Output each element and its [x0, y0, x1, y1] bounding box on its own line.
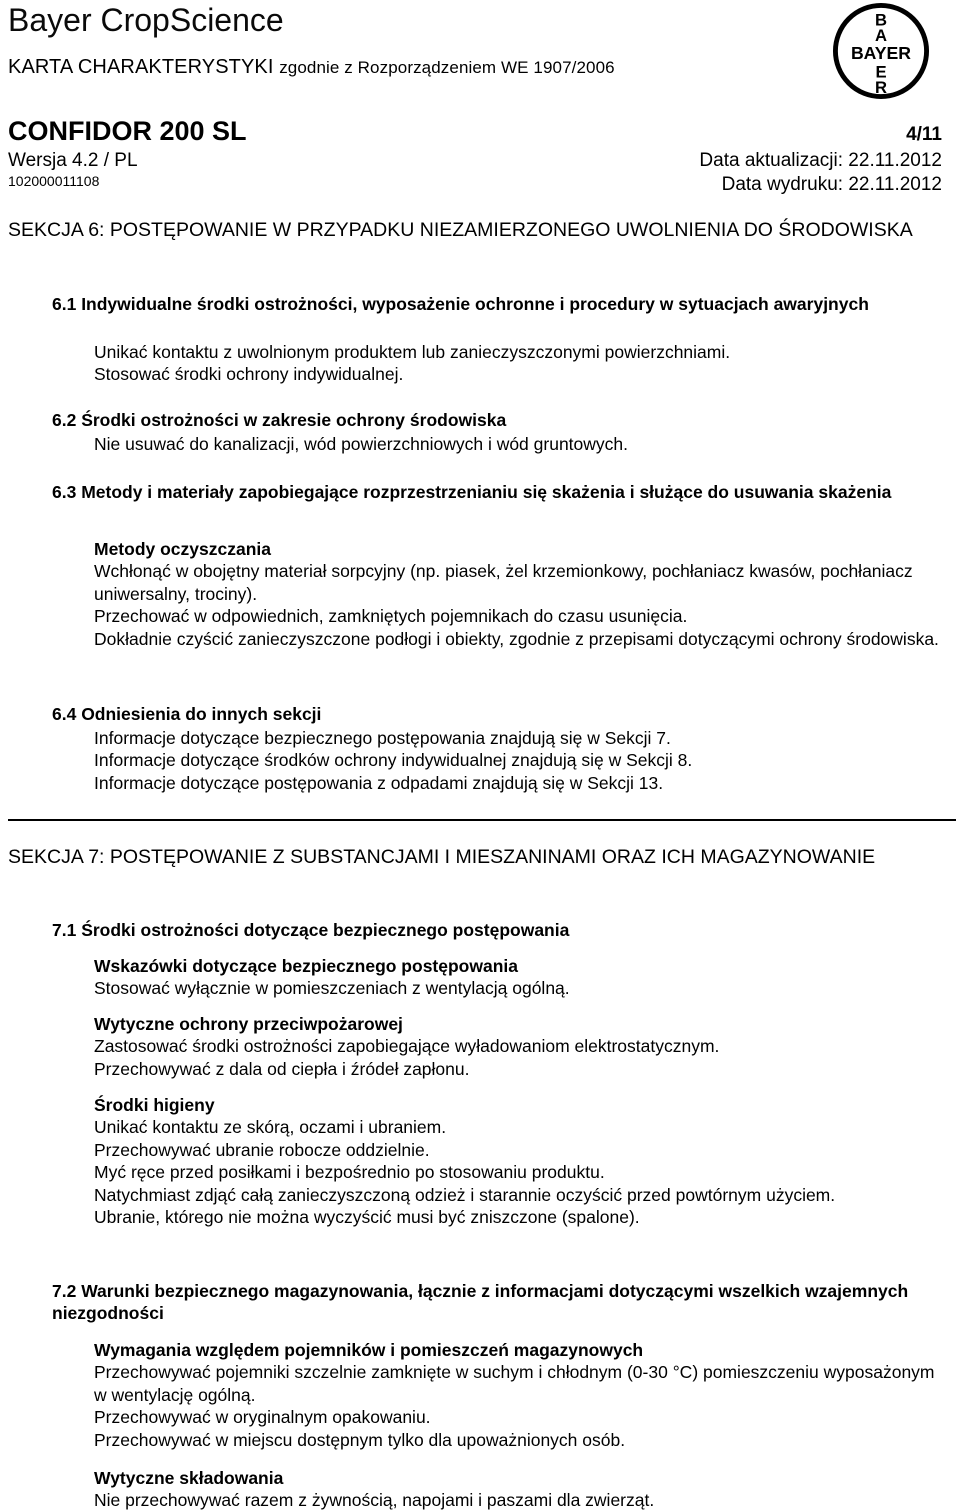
text-line: Dokładnie czyścić zanieczyszczone podłogi i obiekty, zgodnie z przepisami dotyczącymi ochrony środowiska. [94, 628, 939, 649]
text-line: Wchłonąć w obojętny materiał sorpcyjny (np. piasek, żel krzemionkowy, pochłaniacz kwasów, pochłaniacz uniwersalny, trociny). [94, 561, 913, 604]
section-6-2-title: 6.2 Środki ostrożności w zakresie ochrony środowiska [52, 410, 507, 430]
text-line: Przechowywać w oryginalnym opakowaniu. [94, 1407, 431, 1428]
section-7-2-storage-requirements [94, 1339, 944, 1451]
subheading: Wytyczne składowania [94, 1468, 284, 1488]
text-line: Zastosować środki ostrożności zapobiegające wyładowaniom elektrostatycznym. [94, 1036, 720, 1057]
logo-horizontal-bayer: BAYER [850, 42, 912, 63]
text-line: Informacje dotyczące środków ochrony indywidualnej znajdują się w Sekcji 8. [94, 750, 693, 771]
text-line: Nie przechowywać razem z żywnością, napojami i paszami dla zwierząt. [94, 1490, 655, 1511]
company-name: Bayer CropScience [8, 2, 284, 38]
product-name: CONFIDOR 200 SL [8, 116, 247, 146]
text-line: Nie usuwać do kanalizacji, wód powierzchniowych i wód gruntowych. [94, 434, 629, 454]
regulation-reference: zgodnie z Rozporządzeniem WE 1907/2006 [279, 58, 615, 77]
section-7-2-storage-guidelines [94, 1467, 944, 1512]
logo-letter-b: B [874, 10, 888, 30]
section-7-title: SEKCJA 7: POSTĘPOWANIE Z SUBSTANCJAMI I MIESZANINAMI ORAZ ICH MAGAZYNOWANIE [8, 846, 876, 868]
section-7-1-hygiene [94, 1094, 944, 1228]
section-6-4-text [94, 727, 944, 794]
text-line: Informacje dotyczące bezpiecznego postępowania znajdują się w Sekcji 7. [94, 728, 671, 748]
bayer-logo [832, 2, 930, 100]
section-divider [8, 819, 956, 821]
logo-letter-e: E [875, 62, 887, 82]
section-6-2-text [94, 433, 944, 455]
document-code: 102000011108 [8, 173, 100, 189]
subheading: Wytyczne ochrony przeciwpożarowej [94, 1014, 403, 1034]
subheading: Wymagania względem pojemników i pomieszczeń magazynowych [94, 1340, 644, 1360]
text-line: Stosować środki ochrony indywidualnej. [94, 364, 404, 385]
text-line: Stosować wyłącznie w pomieszczeniach z wentylacją ogólną. [94, 978, 570, 999]
section-6-4-title: 6.4 Odniesienia do innych sekcji [52, 704, 322, 724]
text-line: Natychmiast zdjąć całą zanieczyszczoną odzież i starannie oczyścić przed powtórnym użyciem. [94, 1184, 836, 1205]
section-6-title: SEKCJA 6: POSTĘPOWANIE W PRZYPADKU NIEZAMIERZONEGO UWOLNIENIA DO ŚRODOWISKA [8, 219, 913, 241]
logo-letter-r: R [874, 78, 888, 98]
section-7-1-fire-protection [94, 1013, 944, 1080]
text-line: Przechować w odpowiednich, zamkniętych pojemnikach do czasu usunięcia. [94, 606, 688, 627]
text-line: Przechowywać z dala od ciepła i źródeł zapłonu. [94, 1058, 470, 1079]
text-line: Przechowywać pojemniki szczelnie zamknięte w suchym i chłodnym (0-30 °C) pomieszczeniu wyposażonym w wentylację ogólną. [94, 1362, 935, 1405]
subheading: Metody oczyszczania [94, 539, 271, 559]
text-line: Ubranie, którego nie można wyczyścić musi być zniszczone (spalone). [94, 1207, 640, 1228]
document-type: KARTA CHARAKTERYSTYKI [8, 56, 274, 78]
text-line: Myć ręce przed posiłkami i bezpośrednio po stosowaniu produktu. [94, 1162, 605, 1183]
subheading: Wskazówki dotyczące bezpiecznego postępowania [94, 956, 518, 976]
text-line: Przechowywać w miejscu dostępnym tylko dla upoważnionych osób. [94, 1429, 626, 1450]
section-7-1-handling [94, 955, 944, 1000]
section-6-3-text [94, 538, 944, 650]
section-6-3-title: 6.3 Metody i materiały zapobiegające rozprzestrzenianiu się skażenia i służące do usuwania skażenia [52, 482, 892, 502]
page-number: 4/11 [906, 124, 942, 145]
print-date: Data wydruku: 22.11.2012 [721, 174, 942, 195]
subheading: Środki higieny [94, 1095, 215, 1115]
text-line: Unikać kontaktu ze skórą, oczami i ubraniem. [94, 1117, 447, 1138]
document-subtitle [8, 56, 615, 79]
section-7-1-title: 7.1 Środki ostrożności dotyczące bezpiecznego postępowania [52, 920, 570, 940]
update-date: Data aktualizacji: 22.11.2012 [699, 150, 942, 171]
section-6-1-title: 6.1 Indywidualne środki ostrożności, wyposażenie ochronne i procedury w sytuacjach awaryjnych [52, 294, 869, 314]
logo-letter-a: A [874, 26, 888, 46]
version: Wersja 4.2 / PL [8, 150, 138, 171]
section-6-1-text [94, 341, 944, 386]
text-line: Informacje dotyczące postępowania z odpadami znajdują się w Sekcji 13. [94, 772, 664, 793]
section-7-2-title: 7.2 Warunki bezpiecznego magazynowania, łącznie z informacjami dotyczącymi wszelkich wzajemnych niezgodności [52, 1281, 909, 1324]
text-line: Unikać kontaktu z uwolnionym produktem lub zanieczyszczonymi powierzchniami. [94, 342, 731, 362]
text-line: Przechowywać ubranie robocze oddzielnie. [94, 1139, 430, 1160]
